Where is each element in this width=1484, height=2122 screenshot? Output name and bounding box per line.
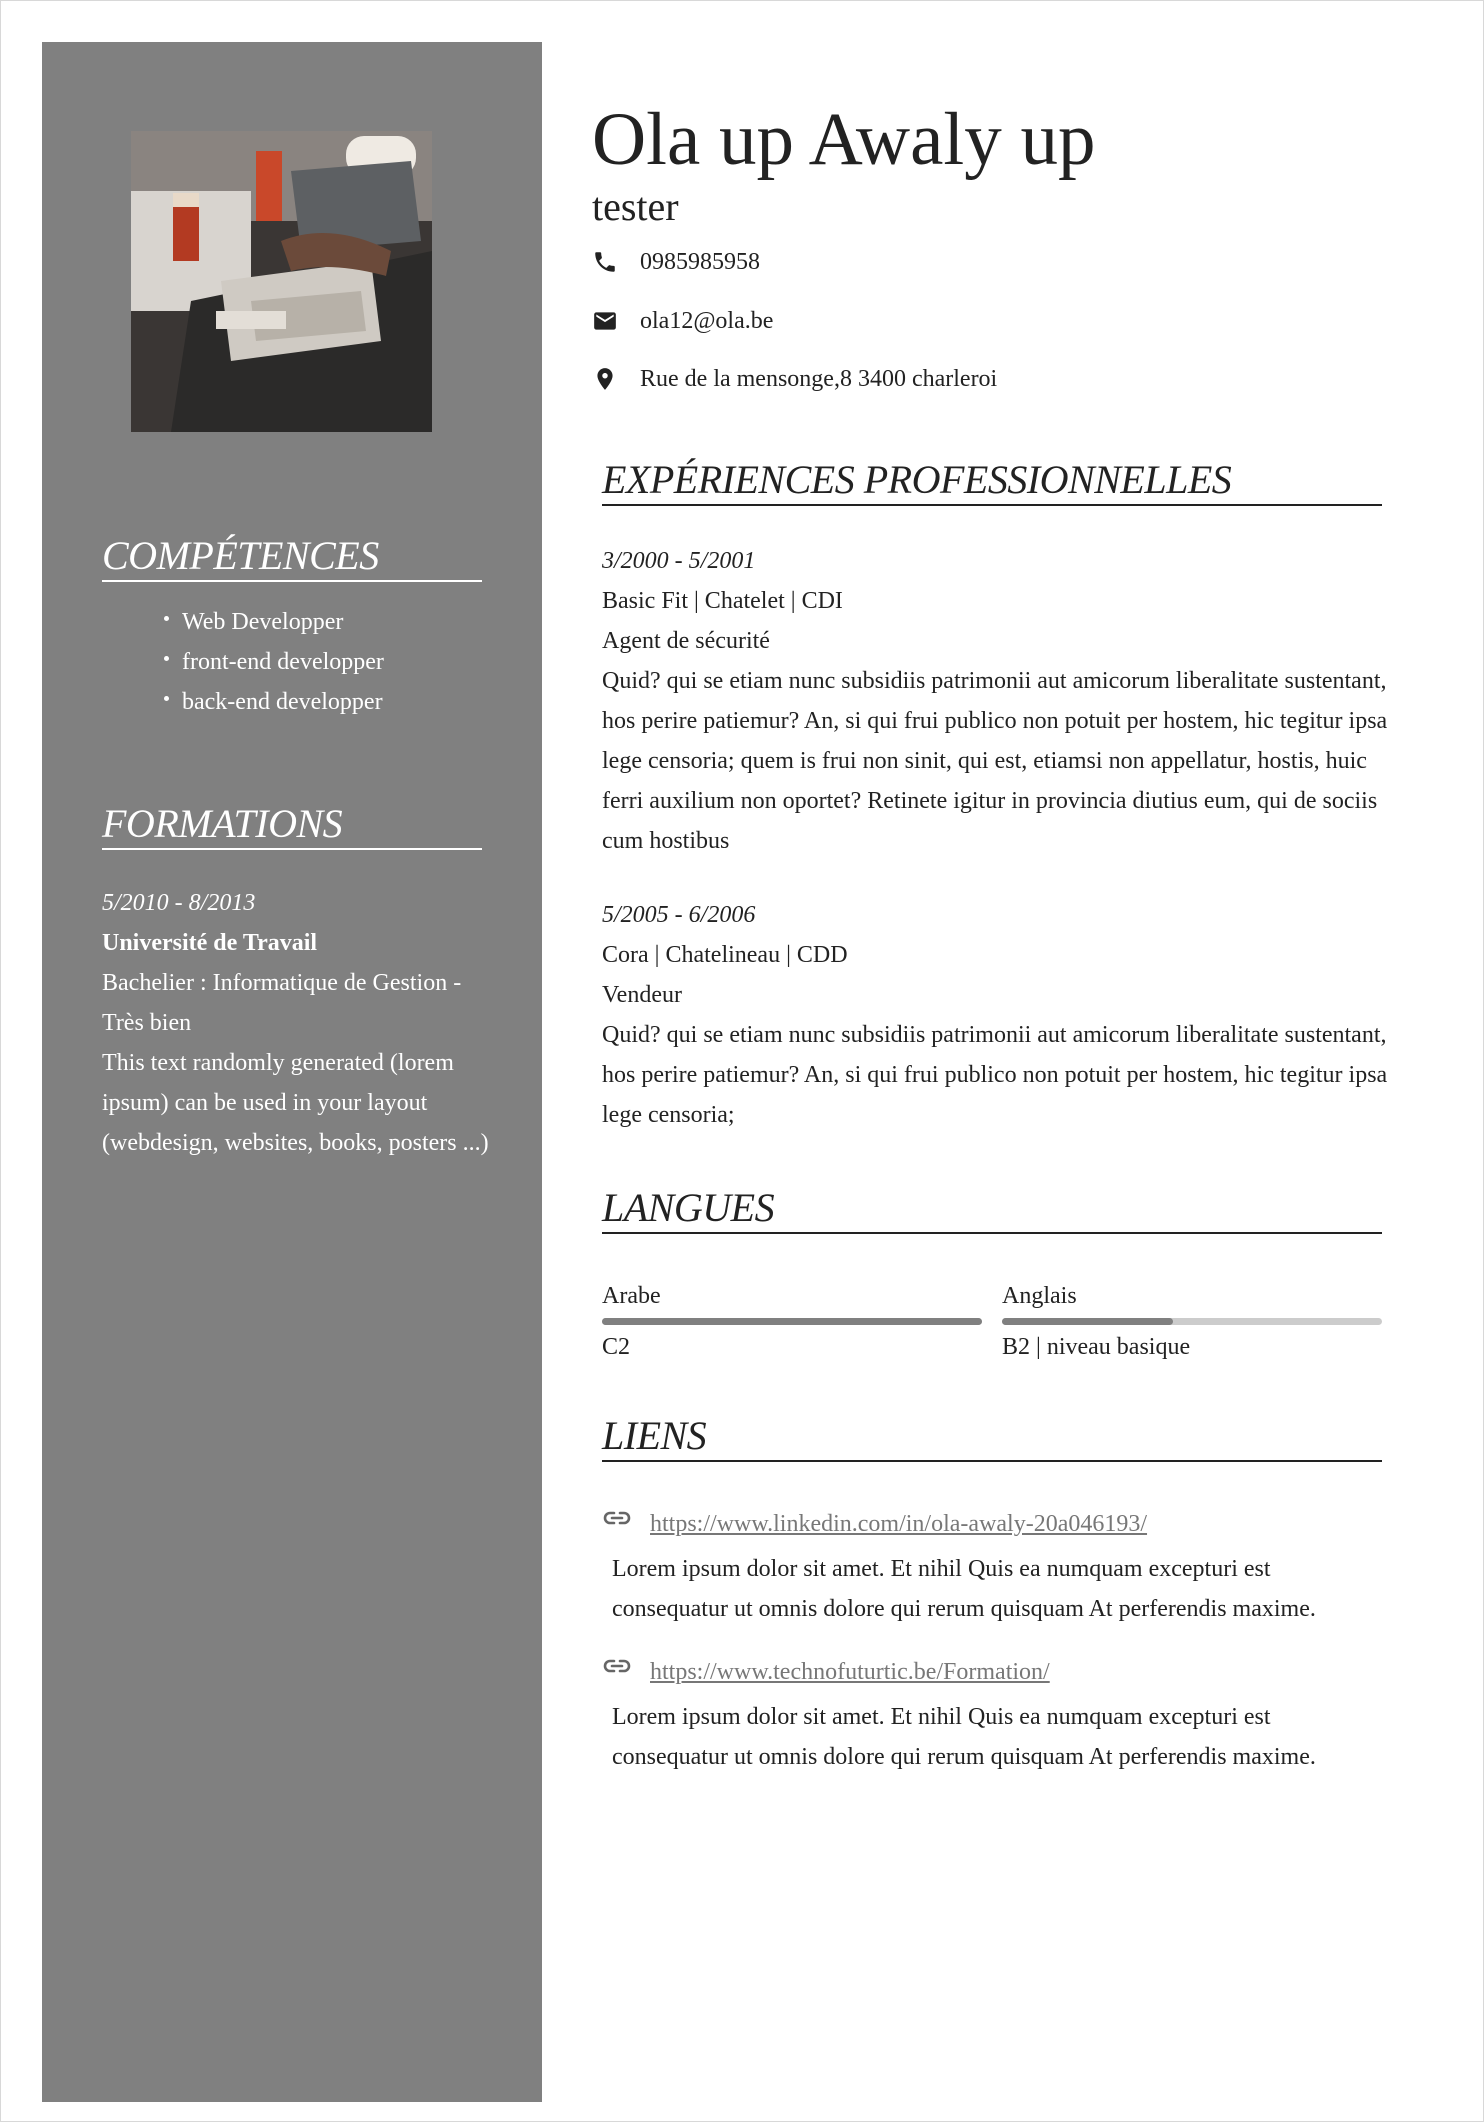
- skill-item: Web Developper: [182, 602, 384, 642]
- link-description: Lorem ipsum dolor sit amet. Et nihil Quis ea numquam excepturi est consequatur ut omnis dolore qui rerum quisquam At perferendis maxime.: [612, 1556, 1316, 1622]
- formation-school: Université de Travail: [102, 930, 318, 956]
- phone-text: 0985985958: [640, 249, 760, 275]
- skill-item: front-end developper: [182, 642, 384, 682]
- language-level: B2 | niveau basique: [1002, 1334, 1191, 1360]
- phone-icon: [592, 249, 618, 275]
- language-progress-bar: [1002, 1318, 1382, 1325]
- formation-date: 5/2010 - 8/2013: [102, 890, 256, 916]
- link-icon: [602, 1657, 632, 1675]
- experience-heading: EXPÉRIENCES PROFESSIONNELLES: [602, 456, 1382, 506]
- language-progress-bar: [602, 1318, 982, 1325]
- language-name: Arabe: [602, 1283, 661, 1309]
- formation-description: This text randomly generated (lorem ipsum) can be used in your layout (webdesign, websites, books, posters ...): [102, 1050, 489, 1156]
- link-description: Lorem ipsum dolor sit amet. Et nihil Quis ea numquam excepturi est consequatur ut omnis dolore qui rerum quisquam At perferendis maxime.: [612, 1704, 1316, 1770]
- location-pin-icon: [592, 366, 618, 392]
- link-url[interactable]: https://www.technofuturtic.be/Formation/: [650, 1659, 1050, 1685]
- experience-role: Vendeur: [602, 982, 682, 1008]
- language-progress-fill: [1002, 1318, 1173, 1325]
- link-row: [602, 1651, 1392, 1691]
- formation-degree: Bachelier : Informatique de Gestion - Très bien: [102, 970, 462, 1036]
- candidate-name: Ola up Awaly up: [592, 98, 1096, 181]
- link-entry: [602, 1503, 1392, 1629]
- languages-heading: LANGUES: [602, 1184, 1382, 1234]
- profile-photo: [131, 131, 432, 432]
- email-icon: [592, 308, 618, 334]
- sidebar: [42, 42, 542, 2102]
- address-text: Rue de la mensonge,8 3400 charleroi: [640, 366, 998, 392]
- experience-entry: [602, 895, 1392, 1135]
- link-url[interactable]: https://www.linkedin.com/in/ola-awaly-20a046193/: [650, 1511, 1148, 1537]
- job-title: tester: [592, 184, 679, 229]
- experience-date: 3/2000 - 5/2001: [602, 548, 756, 574]
- experience-role: Agent de sécurité: [602, 628, 770, 654]
- link-row: [602, 1503, 1392, 1543]
- experience-description: Quid? qui se etiam nunc subsidiis patrimonii aut amicorum liberalitate sustentant, hos perire patiemur? An, si qui frui publico non potuit per hostem, hic tegitur ipsa lege censoria;: [602, 1022, 1388, 1128]
- experience-company: Basic Fit | Chatelet | CDI: [602, 588, 843, 614]
- formation-entry: [102, 883, 492, 1163]
- skills-list: [182, 602, 384, 722]
- language-item: [1002, 1276, 1382, 1367]
- language-level: C2: [602, 1334, 631, 1360]
- language-progress-fill: [602, 1318, 982, 1325]
- language-name: Anglais: [1002, 1283, 1077, 1309]
- experience-description: Quid? qui se etiam nunc subsidiis patrimonii aut amicorum liberalitate sustentant, hos perire patiemur? An, si qui frui publico non potuit per hostem, hic tegitur ipsa lege censoria; quem is frui non sinit, qui est, etiamsi non appellatur, hostis, huic ferri auxilium non oportet? Retinete igitur in provincia diutius eum, qui de sociis cum hostibus: [602, 668, 1388, 854]
- experience-entry: [602, 541, 1392, 861]
- language-item: [602, 1276, 982, 1367]
- skills-heading: COMPÉTENCES: [102, 532, 482, 582]
- email-text: ola12@ola.be: [640, 308, 774, 334]
- skill-item: back-end developper: [182, 682, 384, 722]
- experience-company: Cora | Chatelineau | CDD: [602, 942, 848, 968]
- links-heading: LIENS: [602, 1412, 1382, 1462]
- link-icon: [602, 1509, 632, 1527]
- formations-heading: FORMATIONS: [102, 800, 482, 850]
- experience-date: 5/2005 - 6/2006: [602, 902, 756, 928]
- link-entry: [602, 1651, 1392, 1777]
